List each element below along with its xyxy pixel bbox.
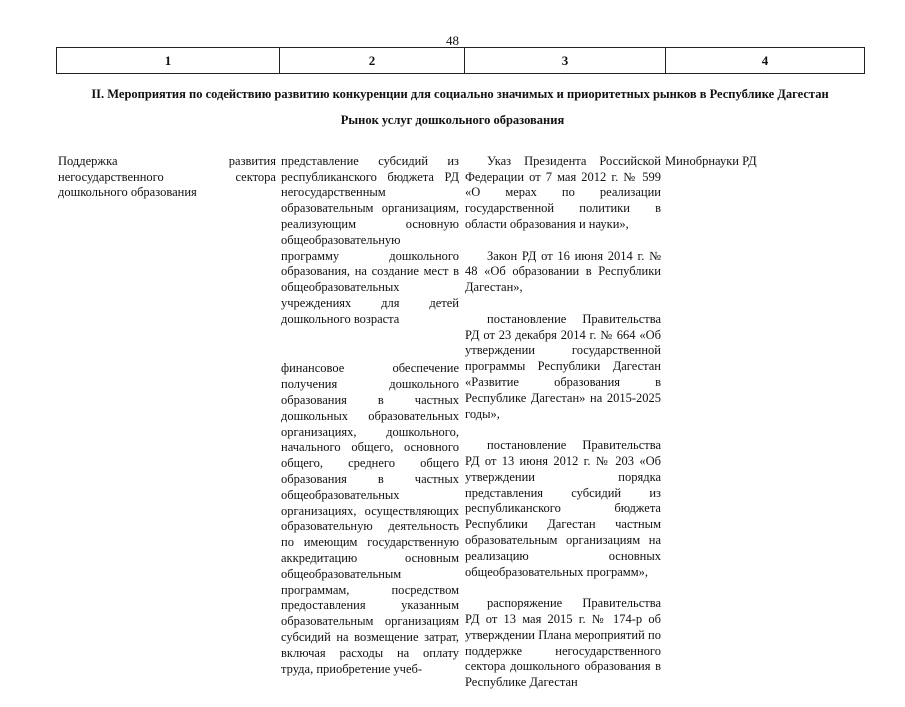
column-number-2: 2 (280, 48, 465, 74)
subsection-title: Рынок услуг дошкольного образования (340, 113, 565, 127)
legal-basis-cell (465, 138, 661, 707)
page-number: 48 (446, 33, 459, 48)
column-number-header (56, 47, 865, 74)
measure-name: Поддержка развития негосударственного сектора дошкольного образования (58, 153, 276, 200)
column-number-4: 4 (666, 48, 865, 74)
activity-item: представление субсидий из республиканского бюджета РД негосударственным образовательным организациям, реализующим основную общеобразовательную программу дошкольного образования, на создание мест в общеобразовательных учреждениях для детей дошкольного возраста (281, 153, 459, 326)
legal-document: постановление Правительства РД от 23 декабря 2014 г. № 664 «Об утверждении государственной программы Республики Дагестан «Развитие образования в Республике Дагестан» на 2015-2025 годы», (465, 311, 661, 421)
legal-document: постановление Правительства РД от 13 июня 2012 г. № 203 «Об утверждении порядка представления субсидий из республиканского бюджета Республики Дагестан частным образовательным организациям на реализацию основных общеобразовательных программ», (465, 438, 661, 579)
column-number-1: 1 (57, 48, 280, 74)
section-title: II. Мероприятия по содействию развитию конкуренции для социально значимых и приоритетных рынков в Республике Дагестан (91, 87, 829, 101)
responsible-cell (665, 138, 815, 185)
legal-document: распоряжение Правительства РД от 13 мая 2015 г. № 174-р об утверждении Плана мероприятий по поддержке негосударственного сектора дошкольного образования в Республике Дагестан (465, 596, 661, 690)
measure-name-cell (58, 138, 276, 217)
activity-item: финансовое обеспечение получения дошкольного образования в частных дошкольных образовательных организациях, дошкольного, начального общего, основного общего, среднего общего образования в частных общеобразовательных организациях, осуществляющих образовательную деятельность по имеющим государственную аккредитацию основным общеобразовательным программам, посредством предоставления указанным образовательным организациям субсидий на возмещение затрат, включая расходы на оплату труда, приобретение учеб- (281, 361, 459, 676)
legal-document: Указ Президента Российской Федерации от 7 мая 2012 г. № 599 «О мерах по реализации государственной политики в области образования и науки», (465, 153, 661, 231)
activity-cell (281, 138, 459, 693)
legal-document: Закон РД от 16 июня 2014 г. № 48 «Об образовании в Республики Дагестан», (465, 248, 661, 295)
responsible-body: Минобрнауки РД (665, 153, 757, 168)
column-number-3: 3 (465, 48, 666, 74)
